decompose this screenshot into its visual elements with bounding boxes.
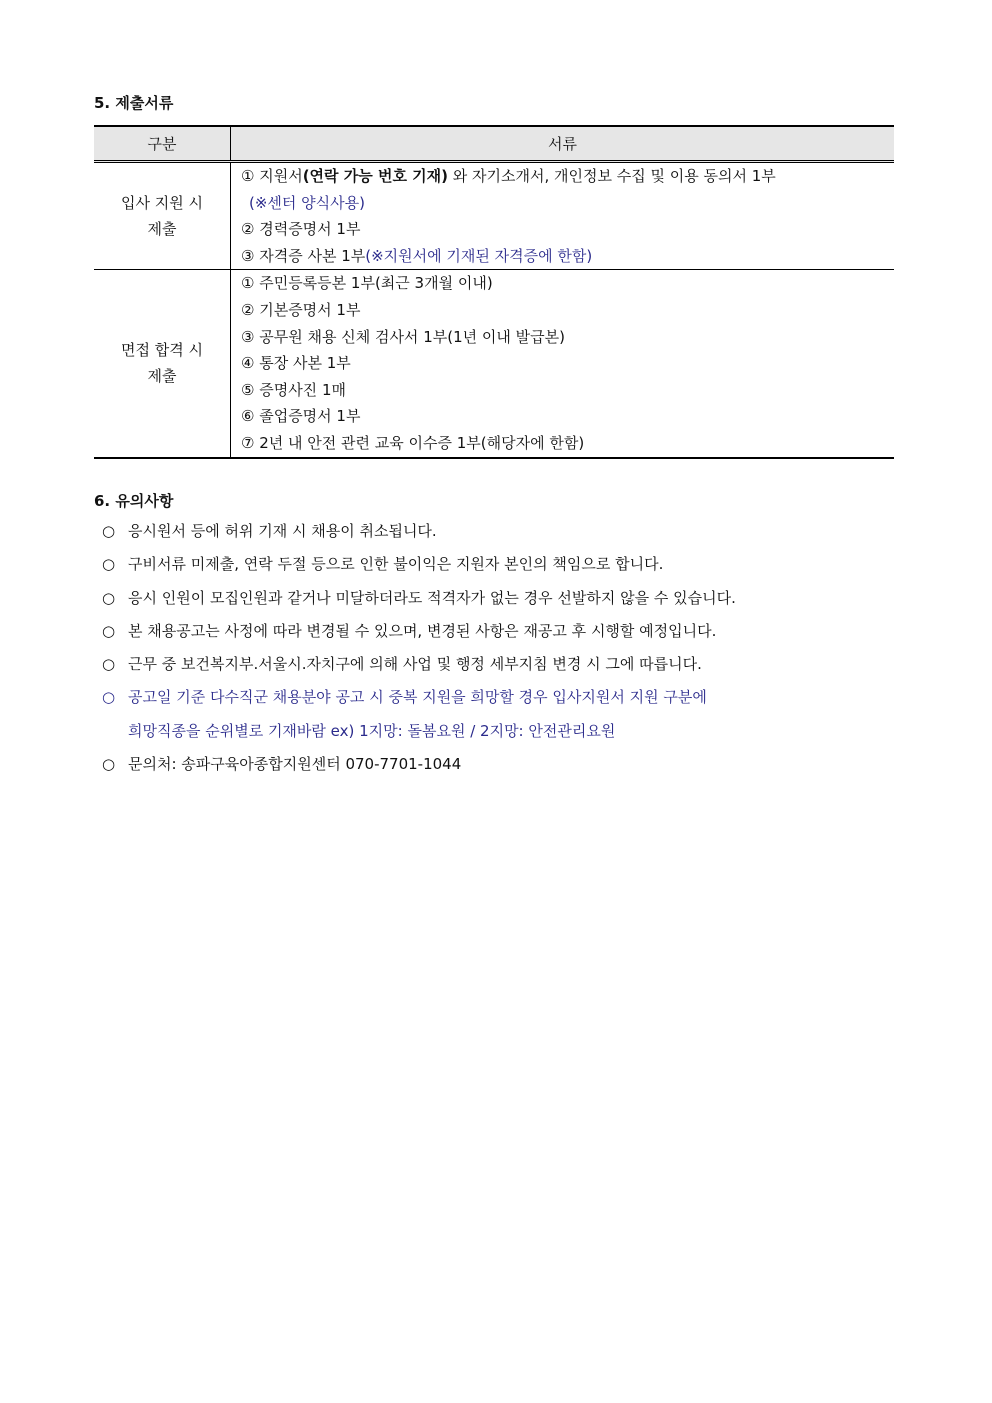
list-item: [102, 548, 892, 581]
category-line: 면접 합격 시: [121, 341, 203, 360]
documents-cell: [231, 162, 895, 270]
document-item-note: (※지원서에 기재된 자격증에 한함): [365, 246, 593, 265]
list-item: [102, 648, 892, 681]
header-category: 구분: [94, 126, 231, 162]
documents-table: [94, 125, 894, 459]
document-item-text: 와 자기소개서, 개인정보 수집 및 이용 동의서 1부: [448, 167, 776, 185]
document-item-emphasis: (연락 가능 번호 기재): [302, 167, 448, 185]
document-item-note: (※센터 양식사용): [249, 193, 365, 212]
document-item-text: ① 지원서: [241, 167, 303, 185]
notes-list: [102, 515, 892, 781]
section-6-title: 6. 유의사항: [94, 492, 174, 510]
category-line: 제출: [147, 367, 177, 386]
note-text: 구비서류 미제출, 연락 두절 등으로 인한 불이익은 지원자 본인의 책임으로 합니다.: [128, 555, 664, 574]
circle-bullet-icon: ○: [102, 621, 116, 640]
table-header-row: [94, 126, 894, 162]
circle-bullet-icon: ○: [102, 555, 116, 574]
document-item: ③ 공무원 채용 신체 검사서 1부(1년 이내 발급본): [241, 327, 565, 346]
contact-text: 문의처: 송파구육아종합지원센터 070-7701-1044: [128, 755, 462, 774]
list-item: [102, 515, 892, 548]
list-item: [102, 582, 892, 615]
document-item: ⑥ 졸업증명서 1부: [241, 407, 361, 426]
category-cell: [94, 162, 231, 270]
document-item: ① 주민등록등본 1부(최근 3개월 이내): [241, 274, 493, 293]
category-line: 입사 지원 시: [121, 194, 203, 213]
document-item: ④ 통장 사본 1부: [241, 354, 351, 373]
document-item: [241, 243, 894, 270]
circle-bullet-icon: ○: [102, 755, 116, 774]
circle-bullet-icon: ○: [102, 655, 116, 674]
document-item: ⑦ 2년 내 안전 관련 교육 이수증 1부(해당자에 한함): [241, 433, 585, 452]
table-row: [94, 162, 894, 270]
note-text: 본 채용공고는 사정에 따라 변경될 수 있으며, 변경된 사항은 재공고 후 시행할 예정입니다.: [128, 621, 717, 640]
note-text: 응시원서 등에 허위 기재 시 채용이 취소됩니다.: [128, 522, 437, 540]
circle-bullet-icon: ○: [102, 688, 116, 707]
table-row: [94, 270, 894, 458]
category-cell: [94, 270, 231, 458]
note-text: 공고일 기준 다수직군 채용분야 공고 시 중복 지원을 희망할 경우 입사지원서 지원 구분에: [128, 688, 707, 707]
document-item: ② 경력증명서 1부: [241, 220, 361, 239]
document-item: ⑤ 증명사진 1매: [241, 380, 346, 399]
header-documents: 서류: [231, 126, 895, 162]
circle-bullet-icon: ○: [102, 522, 116, 540]
circle-bullet-icon: ○: [102, 588, 116, 607]
note-text: 근무 중 보건복지부.서울시.자치구에 의해 사업 및 행정 세부지침 변경 시 그에 따릅니다.: [128, 655, 702, 674]
documents-cell: [231, 270, 895, 458]
document-item-text: ③ 자격증 사본 1부: [241, 246, 366, 265]
list-item: [102, 748, 892, 781]
list-item: [102, 615, 892, 648]
document-item: ② 기본증명서 1부: [241, 300, 361, 319]
category-line: 제출: [147, 220, 177, 239]
section-5-title: 5. 제출서류: [94, 94, 174, 112]
document-item: [241, 163, 894, 190]
list-item-continuation: 희망직종을 순위별로 기재바람 ex) 1지망: 돌봄요원 / 2지망: 안전관리요원: [128, 721, 616, 740]
note-text: 응시 인원이 모집인원과 같거나 미달하더라도 적격자가 없는 경우 선발하지 않을 수 있습니다.: [128, 588, 736, 607]
list-item-highlight: [102, 681, 892, 714]
